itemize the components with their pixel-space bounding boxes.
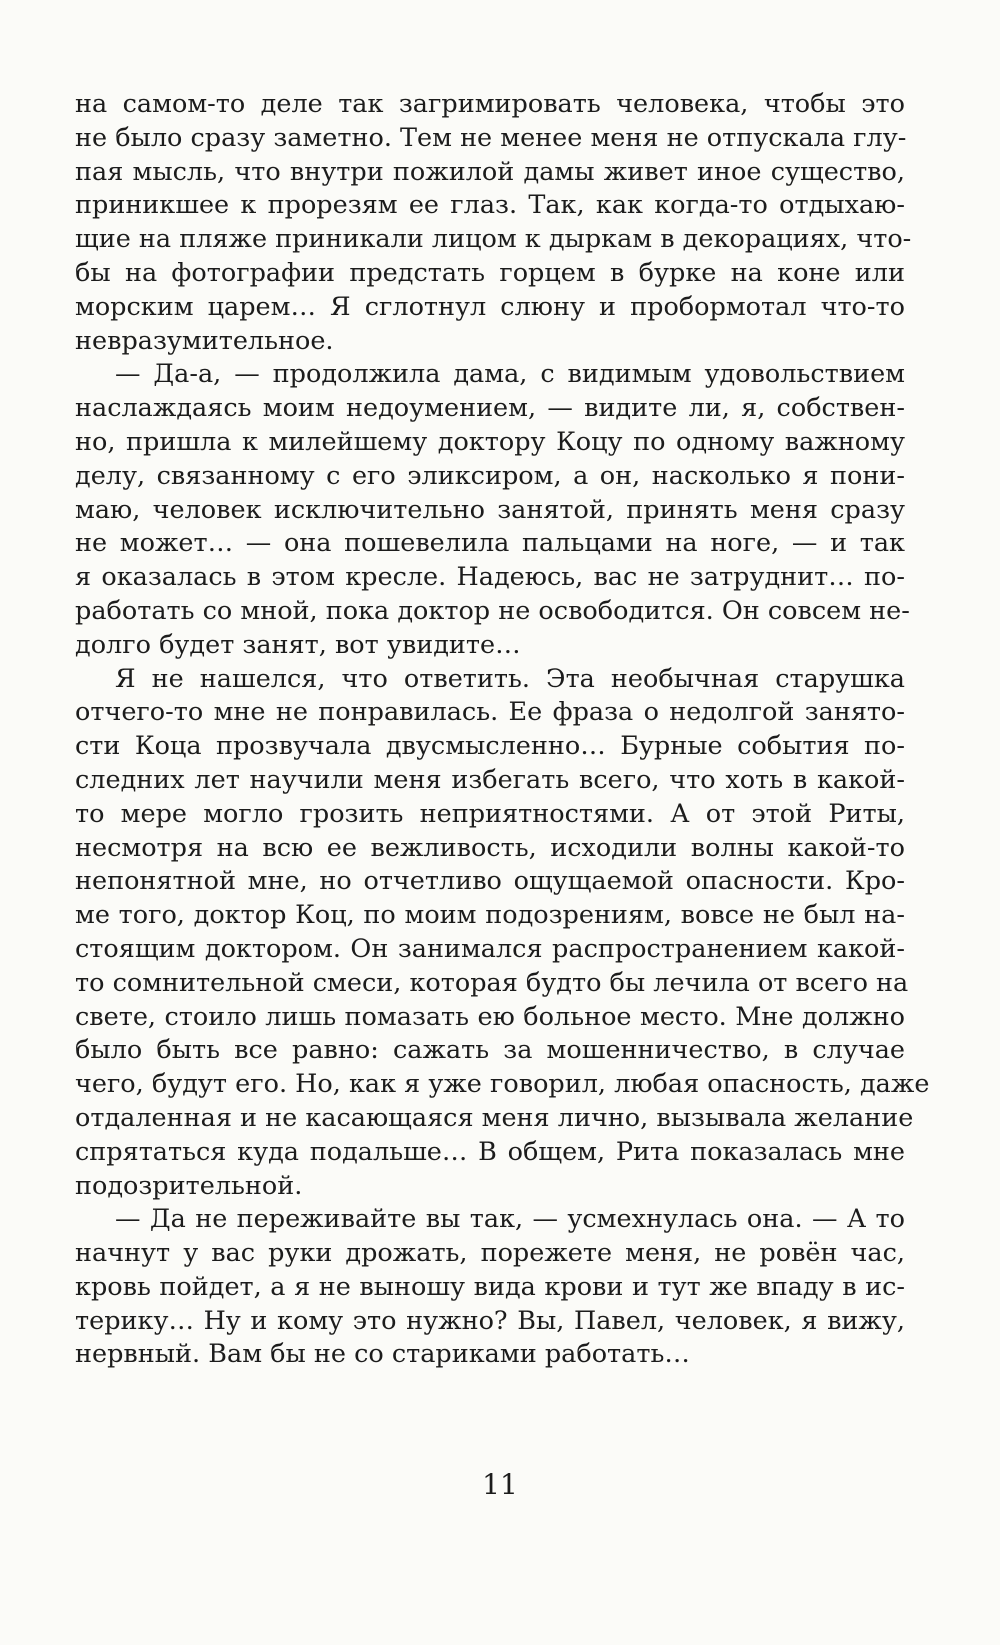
text-line: невразумительное. — [75, 325, 334, 356]
text-line: — Да-а, — продолжила дама, с видимым удовольствием — [115, 359, 905, 390]
text-line: то сомнительной смеси, которая будто бы лечила от всего на — [75, 967, 909, 998]
text-line: отчего-то мне не понравилась. Ее фраза о недолгой занято- — [75, 697, 905, 728]
text-line: ме того, доктор Коц, по моим подозрениям, вовсе не был на- — [75, 900, 905, 931]
text-line: долго будет занят, вот увидите… — [75, 629, 521, 660]
page-number: 11 — [482, 1468, 518, 1501]
text-line: бы на фотографии предстать горцем в бурке на коне или — [75, 257, 905, 288]
text-line: — Да не переживайте вы так, — усмехнулась она. — А то — [115, 1204, 905, 1235]
text-line: нервный. Вам бы не со стариками работать… — [75, 1339, 690, 1370]
text-line: свете, стоило лишь помазать ею больное место. Мне должно — [75, 1001, 905, 1032]
text-line: подозрительной. — [75, 1170, 303, 1201]
text-line: было быть все равно: сажать за мошенничество, в случае — [75, 1035, 905, 1066]
text-line: наслаждаясь моим недоумением, — видите ли, я, собствен- — [75, 393, 905, 424]
text-line: начнут у вас руки дрожать, порежете меня, не ровён час, — [75, 1238, 905, 1269]
text-line: непонятной мне, но отчетливо ощущаемой опасности. Кро- — [75, 866, 905, 897]
text-line: не было сразу заметно. Тем не менее меня не отпускала глу- — [75, 122, 907, 153]
text-line: на самом-то деле так загримировать человека, чтобы это — [75, 89, 905, 119]
text-line: я оказалась в этом кресле. Надеюсь, вас не затруднит… по- — [75, 562, 905, 593]
text-line: работать со мной, пока доктор не освободится. Он совсем не- — [75, 595, 910, 626]
text-line: несмотря на всю ее вежливость, исходили волны какой-то — [75, 832, 905, 863]
text-line: то мере могло грозить неприятностями. А от этой Риты, — [75, 798, 905, 829]
text-line: пая мысль, что внутри пожилой дамы живет иное существо, — [75, 156, 905, 187]
text-line: чего, будут его. Но, как я уже говорил, любая опасность, даже — [75, 1069, 930, 1100]
text-line: маю, человек исключительно занятой, принять меня сразу — [75, 494, 905, 525]
text-line: отдаленная и не касающаяся меня лично, вызывала желание — [75, 1102, 914, 1133]
text-line: делу, связанному с его эликсиром, а он, насколько я пони- — [75, 460, 905, 491]
text-line: кровь пойдет, а я не выношу вида крови и тут же впаду в ис- — [75, 1271, 905, 1302]
text-line: сти Коца прозвучала двусмысленно… Бурные события по- — [75, 731, 905, 762]
text-line: спрятаться куда подальше… В общем, Рита показалась мне — [75, 1136, 905, 1167]
text-line: следних лет научили меня избегать всего, что хоть в какой- — [75, 764, 905, 795]
text-line: приникшее к прорезям ее глаз. Так, как когда-то отдыхаю- — [75, 190, 905, 221]
book-page-text — [75, 88, 930, 1372]
text-line: морским царем… Я сглотнул слюну и пробормотал что-то — [75, 291, 905, 322]
text-line: но, пришла к милейшему доктору Коцу по одному важному — [75, 426, 905, 457]
text-line: стоящим доктором. Он занимался распространением какой- — [75, 933, 905, 964]
text-line: не может… — она пошевелила пальцами на ноге, — и так — [75, 528, 905, 559]
text-line: щие на пляже приникали лицом к дыркам в декорациях, что- — [75, 224, 912, 255]
text-line: Я не нашелся, что ответить. Эта необычная старушка — [115, 663, 905, 694]
text-line: терику… Ну и кому это нужно? Вы, Павел, человек, я вижу, — [75, 1305, 905, 1336]
